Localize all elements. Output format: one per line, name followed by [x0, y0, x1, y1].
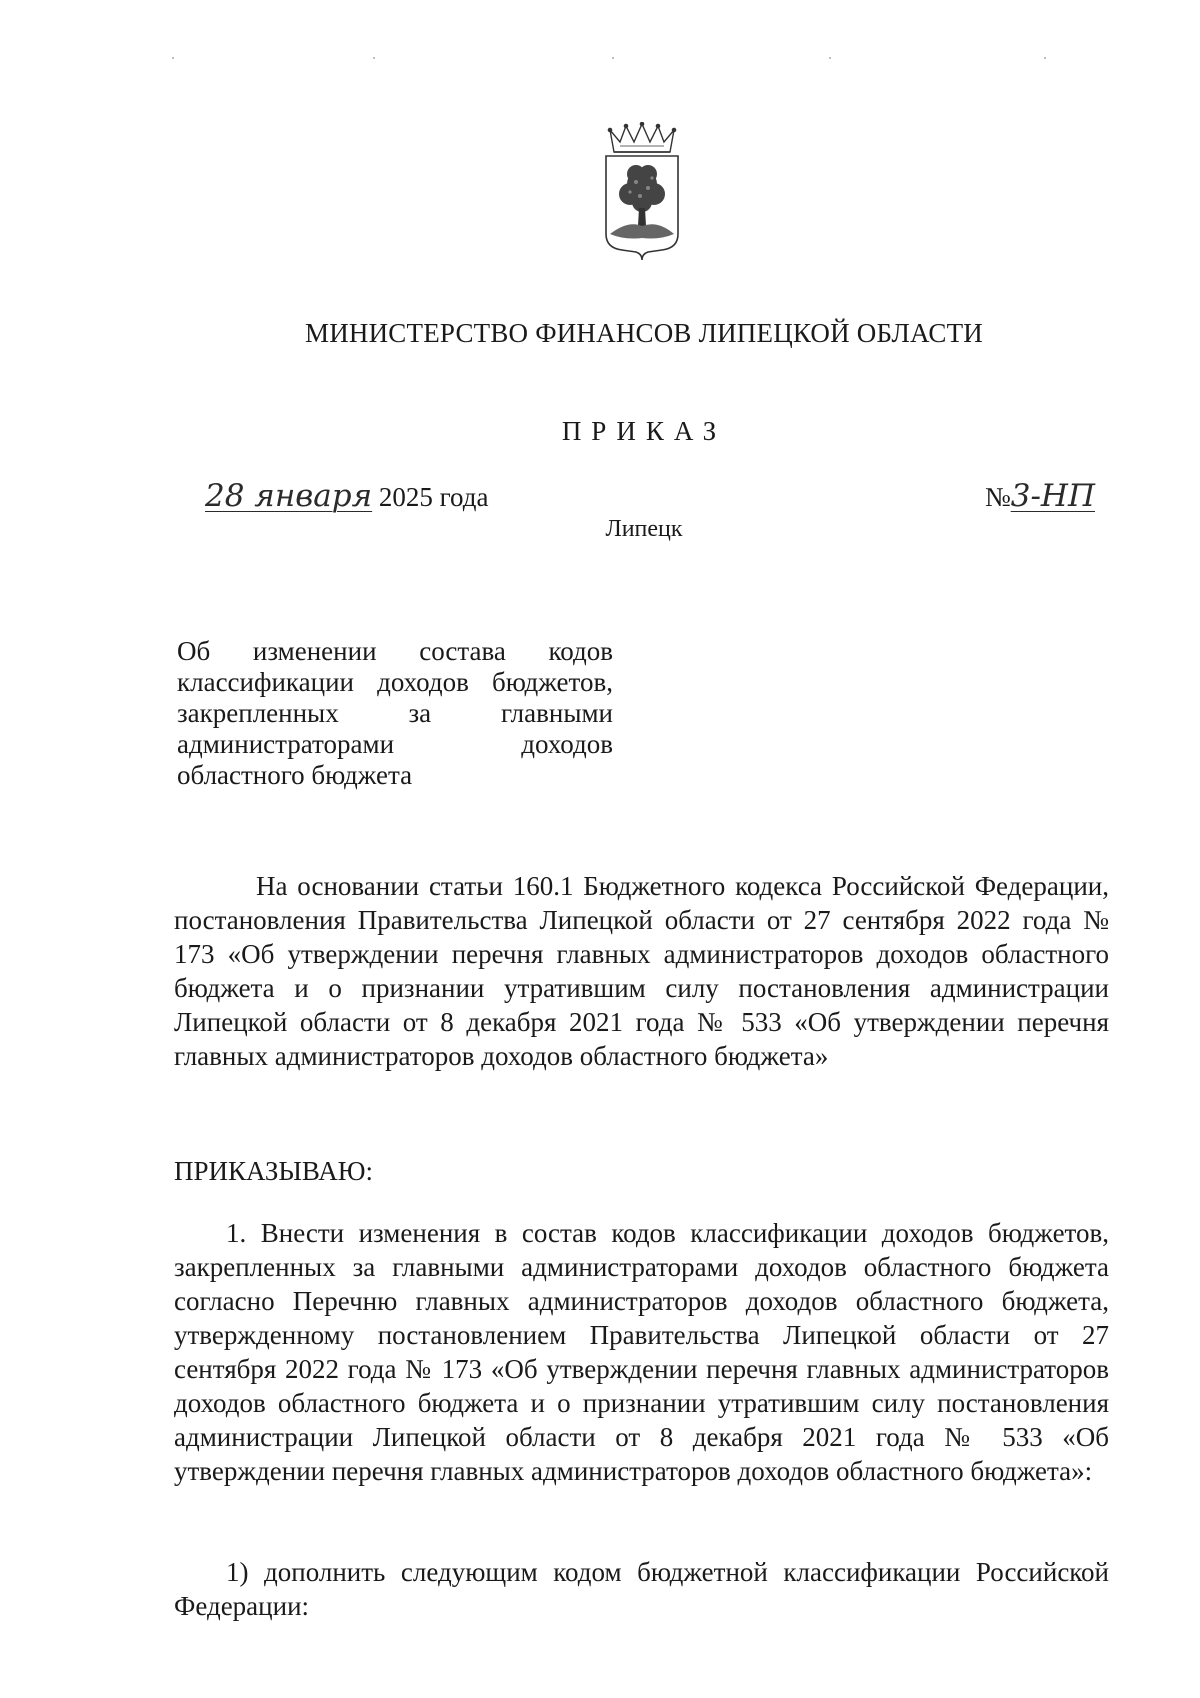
city-name: Липецк: [605, 516, 683, 542]
order-item-1-sub-1: 1) дополнить следующим кодом бюджетной классификации Российской Федерации:: [174, 1557, 1109, 1621]
order-item-1: 1. Внести изменения в состав кодов классификации доходов бюджетов, закрепленных за главными администраторами доходов областного бюджета согласно Перечню главных администраторов доходов областного бюджета, утвержденному постановлением Правительства Липецкой области от 27 сентября 2022 года № 173 «Об утверждении перечня главных администраторов доходов областного бюджета и о признании утратившим силу постановления администрации Липецкой области от 8 декабря 2021 года № 533 «Об утверждении перечня главных администраторов доходов областного бюджета»:: [174, 1218, 1109, 1486]
scan-artifact: [829, 57, 831, 59]
order-date: [205, 478, 489, 514]
handwritten-date: 28 января: [205, 478, 373, 514]
subject-line: закрепленных за главными: [177, 698, 613, 728]
date-year: 2025 года: [378, 482, 489, 512]
order-title: ПРИКАЗ: [561, 416, 727, 446]
number-prefix: №: [984, 482, 1011, 512]
scan-artifact: [172, 57, 174, 59]
basis-paragraph: На основании статьи 160.1 Бюджетного кодекса Российской Федерации, постановления Правительства Липецкой области от 27 сентября 2022 года № 173 «Об утверждении перечня главных администраторов доходов областного бюджета и о признании утратившим силу постановления администрации Липецкой области от 8 декабря 2021 года № 533 «Об утверждении перечня главных администраторов доходов областного бюджета»: [174, 871, 1109, 1071]
scan-artifact: [612, 57, 614, 59]
order-number: [985, 478, 1095, 514]
scan-artifact: [373, 57, 375, 59]
handwritten-number: 3-НП: [1010, 478, 1095, 514]
subject-line: администраторами доходов: [177, 729, 613, 759]
ministry-name: МИНИСТЕРСТВО ФИНАНСОВ ЛИПЕЦКОЙ ОБЛАСТИ: [305, 318, 983, 348]
scan-artifact: [1044, 57, 1046, 59]
subject-line: областного бюджета: [177, 760, 413, 790]
subject-line: Об изменении состава кодов: [177, 636, 613, 666]
order-subject: [177, 636, 613, 791]
order-word: ПРИКАЗЫВАЮ:: [174, 1156, 373, 1186]
coat-of-arms-icon: [600, 122, 684, 262]
subject-line: классификации доходов бюджетов,: [177, 667, 613, 697]
